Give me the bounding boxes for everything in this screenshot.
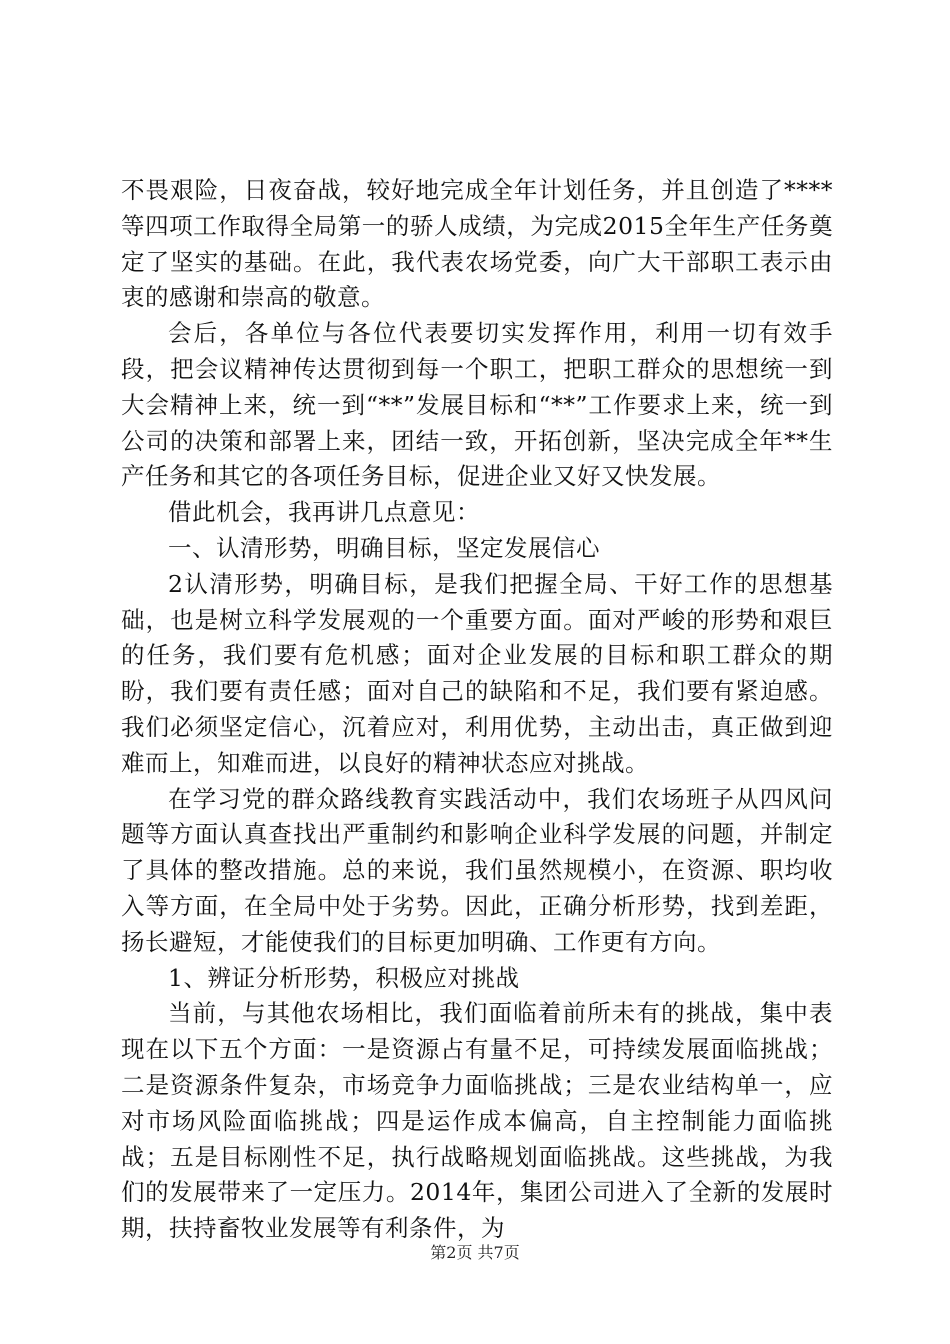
paragraph-5: 在学习党的群众路线教育实践活动中，我们农场班子从四风问题等方面认真查找出严重制约和影响企业科学发展的问题，并制定了具体的整改措施。总的来说，我们虽然规模小，在资源、职均收入等方面，在全局中处于劣势。因此，正确分析形势，找到差距，扬长避短，才能使我们的目标更加明确、工作更有方向。 [121,784,833,956]
paragraph-3: 借此机会，我再讲几点意见： [168,498,480,527]
paragraph-4: 2认清形势，明确目标，是我们把握全局、干好工作的思想基础，也是树立科学发展观的一个重要方面。面对严峻的形势和艰巨的任务，我们要有危机感；面对企业发展的目标和职工群众的期盼，我们要有责任感；面对自己的缺陷和不足，我们要有紧迫感。我们必须坚定信心，沉着应对，利用优势，主动出击，真正做到迎难而上，知难而进，以良好的精神状态应对挑战。 [121,569,833,777]
paragraph-6: 当前，与其他农场相比，我们面临着前所未有的挑战，集中表现在以下五个方面：一是资源占有量不足，可持续发展面临挑战；二是资源条件复杂，市场竞争力面临挑战；三是农业结构单一，应对市场风险面临挑战；四是运作成本偏高，自主控制能力面临挑战；五是目标刚性不足，执行战略规划面临挑战。这些挑战，为我们的发展带来了一定压力。2014年，集团公司进入了全新的发展时期，扶持畜牧业发展等有利条件，为 [121,999,833,1243]
paragraph-1: 不畏艰险，日夜奋战，较好地完成全年计划任务，并且创造了****等四项工作取得全局第一的骄人成绩，为完成2015全年生产任务奠定了坚实的基础。在此，我代表农场党委，向广大干部职工表示由衷的感谢和崇高的敬意。 [121,176,833,312]
document-body [121,173,833,1247]
paragraph-2: 会后，各单位与各位代表要切实发挥作用，利用一切有效手段，把会议精神传达贯彻到每一个职工，把职工群众的思想统一到大会精神上来，统一到“**”发展目标和“**”工作要求上来，统一到公司的决策和部署上来，团结一致，开拓创新，坚决完成全年**生产任务和其它的各项任务目标，促进企业又好又快发展。 [121,319,833,491]
section-heading-1: 一、认清形势，明确目标，坚定发展信心 [168,533,600,562]
page-footer: 第2页 共7页 [430,1243,520,1262]
subsection-heading-1: 1、辨证分析形势，积极应对挑战 [168,963,520,992]
